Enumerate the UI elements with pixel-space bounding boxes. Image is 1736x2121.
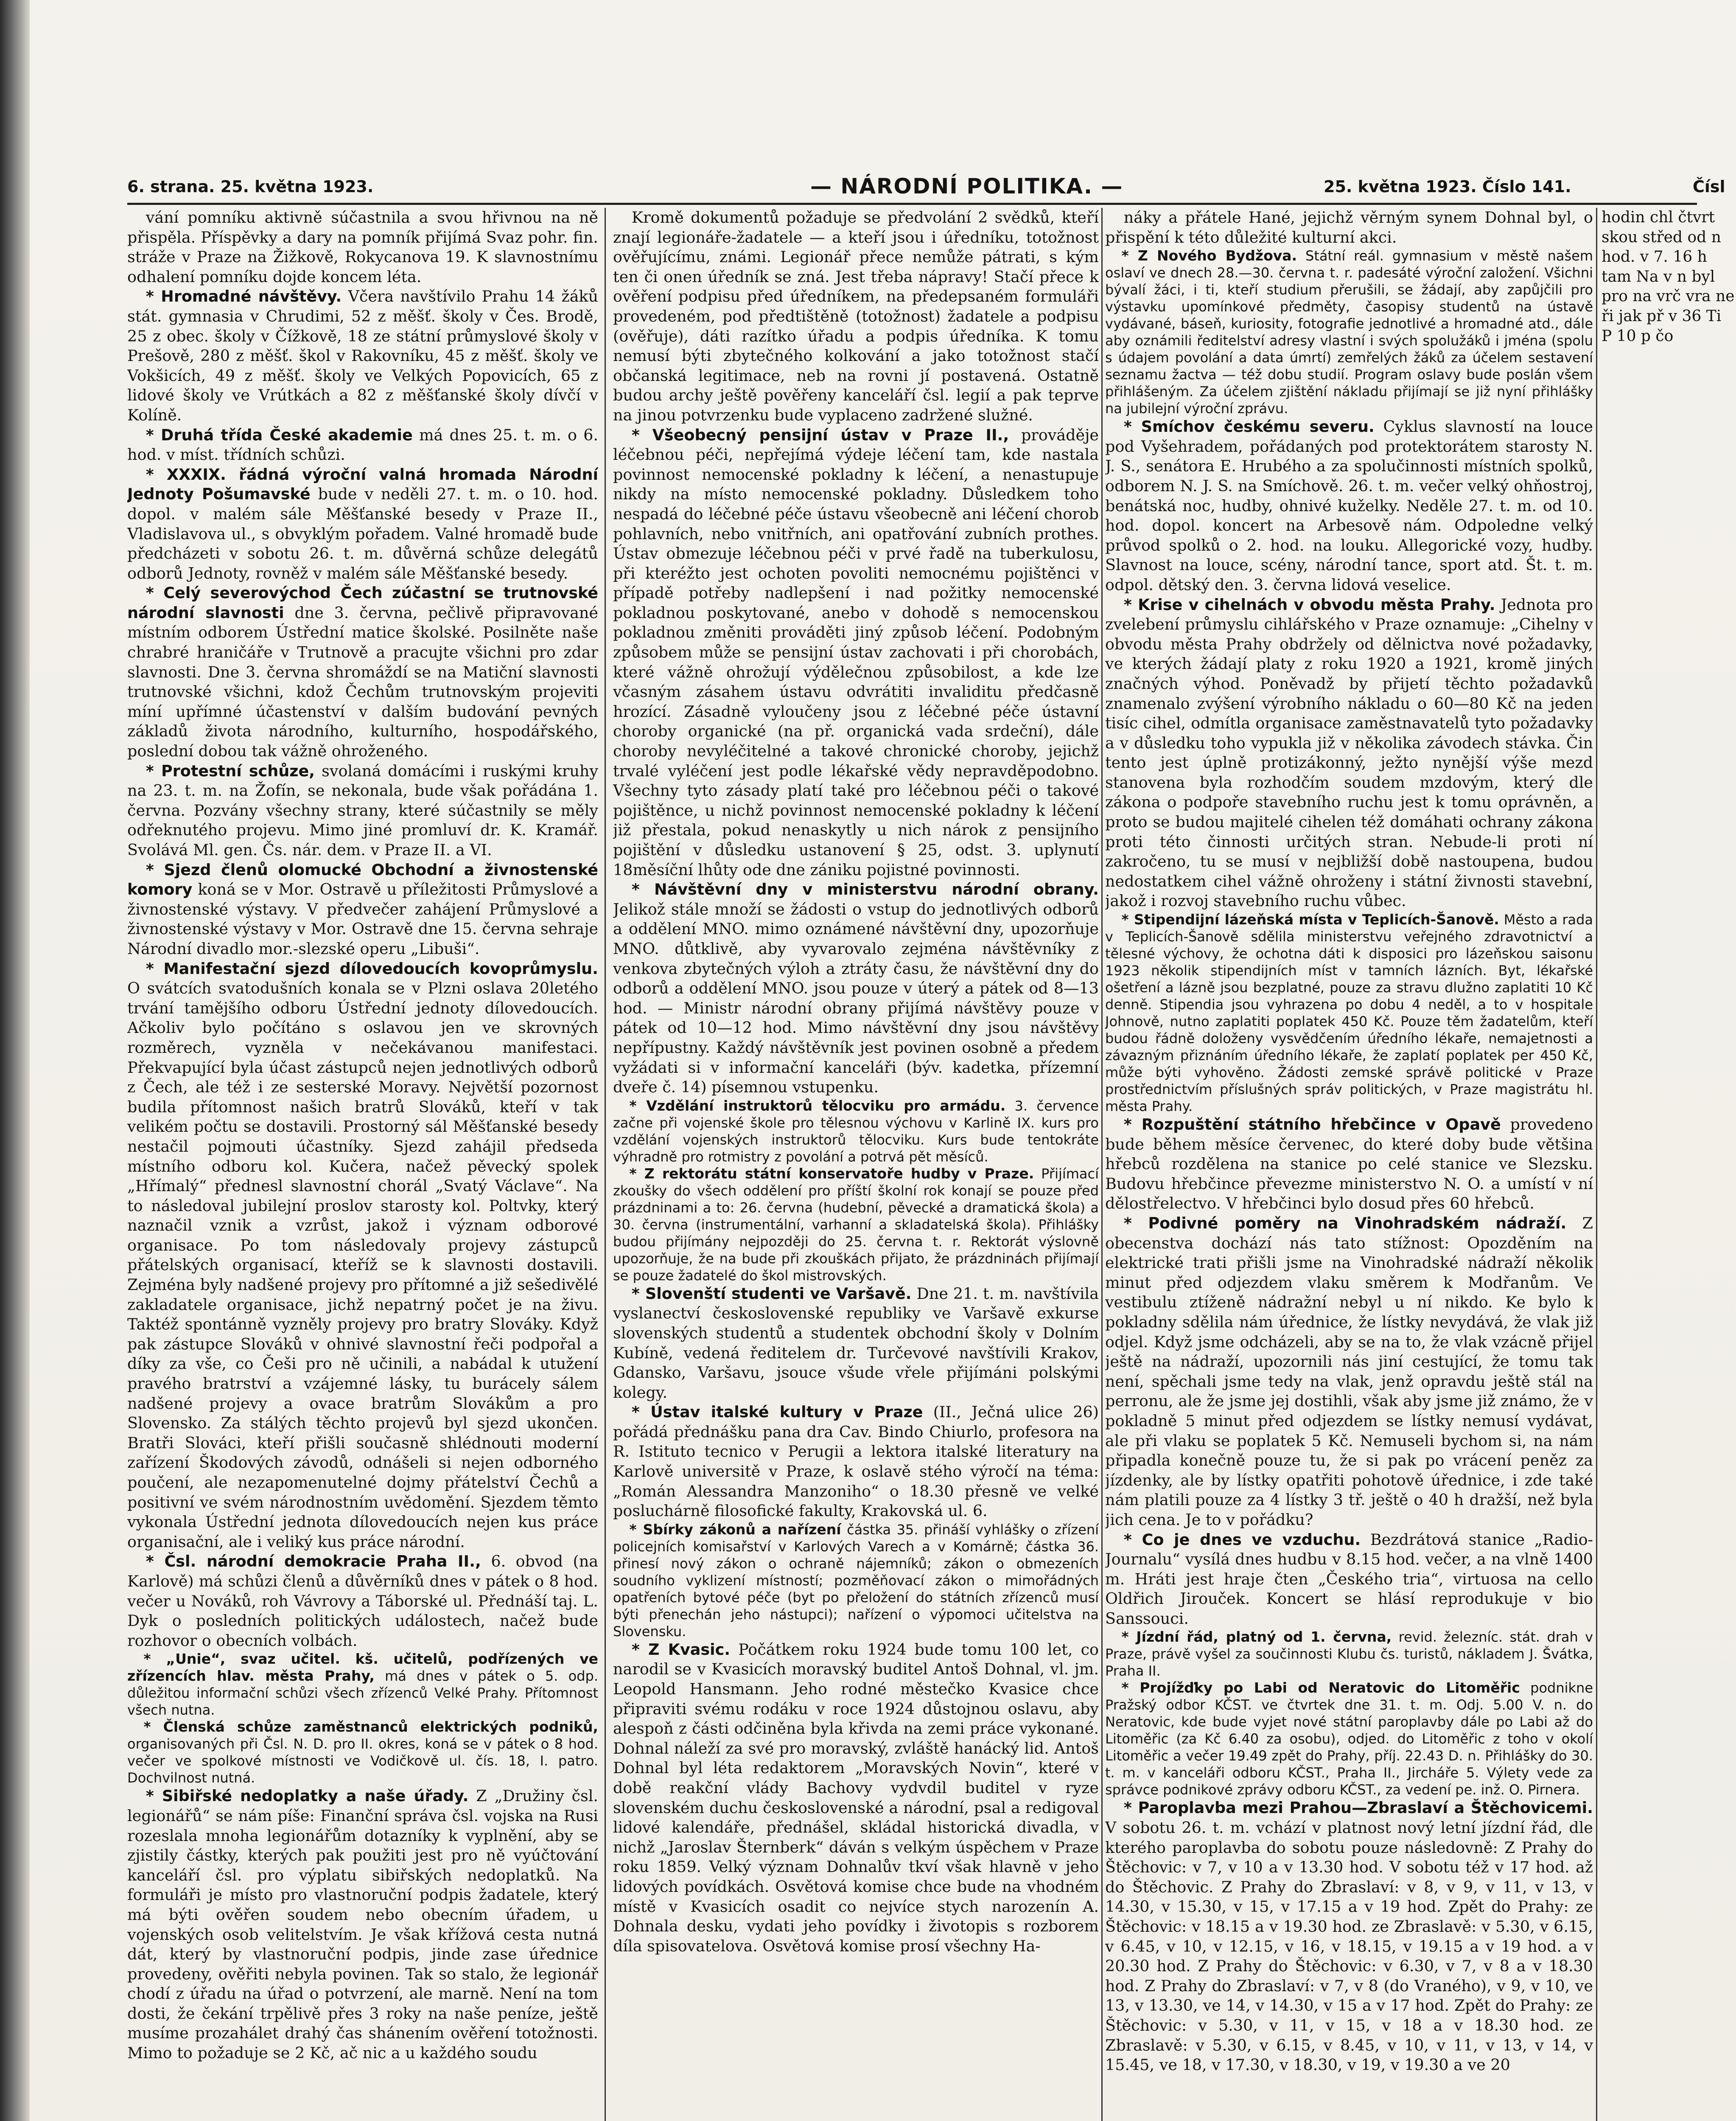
article-paragraph bbox=[1105, 1115, 1593, 1214]
article-paragraph bbox=[127, 860, 598, 959]
article-paragraph bbox=[1105, 1629, 1593, 1679]
article-heading: * Protestní schůze, bbox=[146, 761, 315, 780]
article-heading: * Členská schůze zaměstnanců elektrických podniků, bbox=[143, 1718, 598, 1735]
article-heading: * Manifestační sjezd dílovedoucích kovoprůmyslu. bbox=[146, 959, 598, 978]
article-heading: * Stipendijní lázeňská místa v Teplicích-Šanově. bbox=[1121, 911, 1499, 928]
column-divider bbox=[1596, 208, 1597, 2121]
article-heading: * Z Nového Bydžova. bbox=[1121, 247, 1297, 264]
article-paragraph bbox=[1105, 247, 1593, 417]
article-body: organisovaných při Čsl. N. D. pro II. okres, koná se v pátek o 8 hod. večer ve spolkové místnosti ve Vodičkově ul. čís. 18, I. patro. Dochvilnost nutná. bbox=[127, 1736, 598, 1786]
article-heading: * Celý severovýchod Čech zúčastní se trutnovské národní slavnosti bbox=[127, 584, 598, 622]
article-heading: * Sibiřské nedoplatky a naše úřady. bbox=[146, 1787, 469, 1805]
article-body: svolaná domácími i ruskými kruhy na 23. t. m. na Žofín, se nekonala, bude však pořádána 1. června. Pozvány všechny strany, které súčastnily se měly odřeknutého projevu. Mimo jiné promluví dr. K. Kramář. Svolává Ml. gen. Čs. nár. dem. v Praze II. a VI. bbox=[127, 761, 598, 859]
article-paragraph bbox=[1105, 1679, 1593, 1798]
article-heading: * Z rektorátu státní konservatoře hudby v Praze. bbox=[629, 1165, 1034, 1182]
article-paragraph bbox=[613, 1097, 1099, 1165]
article-paragraph bbox=[613, 880, 1099, 1097]
article-paragraph bbox=[127, 583, 598, 761]
article-body: provedeno bude během měsíce červenec, do které doby bude většina hřebců rozdělena na stanice po celé stanice ve Slezsku. Budovu hřebčince převezme ministerstvo N. O. a umístí v ní dělostřelectvo. V hřebčinci bylo dosud přes 60 hřebců. bbox=[1105, 1115, 1593, 1213]
article-paragraph bbox=[1105, 1214, 1593, 1530]
article-body: bude v neděli 27. t. m. o 10. hod. dopol. v malém sále Měšťanské besedy v Praze II., Vladislavova ul., s obvyklým pořadem. Valné hromadě bude předcházeti v sobotu 26. t. m. důvěrná schůze delegátů odborů Jednoty, rovněž v malém sále Měšťanské besedy. bbox=[127, 485, 598, 582]
article-paragraph bbox=[1105, 595, 1593, 912]
article-heading: * Sjezd členů olomucké Obchodní a živnostenské komory bbox=[127, 860, 598, 899]
article-paragraph bbox=[613, 1284, 1099, 1403]
article-paragraph bbox=[127, 1651, 598, 1718]
article-body: Město a rada v Teplicích-Šanově sdělila ministerstvu veřejného zdravotnictví a tělesné výchovy, že ochotna dáti k disposici pro lázeňskou saisonu 1923 několik stipendijních míst v tamních lázních. Byt, lékařské ošetření a lázně jsou bezplatné, pouze za stravu dlužno zaplatiti 10 Kč denně. Stipendia jsou vyhrazena po dobu 4 neděl, a to v hospitale Johnově, nutno zaplatiti poplatek 450 Kč. Pouze těm žadatelům, kteří budou řádně doloženy vysvědčením úředního lékaře, nemajetnosti a závazným přiznáním úředního lékaře, že zaplatí poplatek per 450 Kč, může býti vyhověno. Žádosti zemské správě politické v Praze prostřednictvím příslušných správ politických, v Praze magistrátu hl. města Prahy. bbox=[1105, 912, 1593, 1115]
article-paragraph bbox=[127, 1786, 598, 2063]
page-header bbox=[127, 174, 1725, 204]
article-body: (II., Ječná ulice 26) pořádá přednášku pana dra Cav. Bindo Chiurlo, profesora na R. Istituto tecnico v Perugii a lektora italské literatury na Karlově universitě v Praze, k oslavě stého výročí na téma: „Román Alessandra Manzoniho“ o 18.30 přesně ve velké posluchárně filosofické fakulty, Krakovská ul. 6. bbox=[613, 1403, 1099, 1520]
article-body: Dne 21. t. m. navštívila vyslanectví československé republiky ve Varšavě exkurse slovenských studentů a studentek obchodní školy v Dolním Kubíně, vedená ředitelem dr. Turčevové navštívili Krakov, Gdansko, Varšavu, jsouce všude vřele přijímáni polskými kolegy. bbox=[613, 1284, 1099, 1402]
article-body: Počátkem roku 1924 bude tomu 100 let, co narodil se v Kvasicích moravský buditel Antoš Dohnal, vl. jm. Leopold Hansmann. Jeho rodné městečko Kvasice chce připraviti svému rodáku v roce 1924 důstojnou oslavu, aby alespoň z části odčiněna byla křivda na zemi práce vykonané. Dohnal náleží za své pro moravský, zvláště hanácký lid. Antoš Dohnal byl léta redaktorem „Moravských Novin“, které v době reakční vlády Bachovy vydvdil buditel v ryze slovenském duchu československé a národní, psal a redigoval lidové kalendáře, přednášel, skládal historická divadla, v nichž „Jaroslav Šternberk“ dáván s velkým úspěchem v Praze roku 1859. Velký význam Dohnalův tkví však hlavně v jeho lidových povídkách. Osvětová komise chce bude na vhodném místě v Kvasicích osadit co nejvíce stych narozenín A. Dohnala desku, vydati jeho povídky i životopis s rozborem díla spisovatelova. Osvětová komise prosí všechny Ha- bbox=[613, 1640, 1099, 1955]
article-body: Přijímací zkoušky do všech oddělení pro příští školní rok konají se pouze před prázdninami a to: 26. června (hudební, pěvecké a dramatická škola) a 30. června (instrumentální, varhanní a skladatelská škola). Přihlášky budou přijímány nejpozději do 25. června t. r. Rektorát výslovně upozorňuje, že na bude při zkouškách přijato, že prázdninách přijímají se pouze žadatelé do škol mistrovských. bbox=[613, 1165, 1099, 1284]
article-body: Cyklus slavností na louce pod Vyšehradem, pořádaných pod protektorátem starosty N. J. S., senátora E. Hrubého a za spolučinnosti místních spolků, odborem N. J. S. na Smíchově. 26. t. m. večer velký ohňostroj, benátská noc, hudby, ohnivé kuželky. Neděle 27. t. m. od 10. hod. dopol. koncert na Arbesově nám. Odpoledne velký průvod spolků o 2. hod. na louku. Allegorické vozy, hudby. Slavnost na louce, scény, národní tance, sport atd. Št. t. m. odpol. dětský den. 3. června lidová veselice. bbox=[1105, 417, 1593, 594]
article-paragraph bbox=[1105, 417, 1593, 595]
article-paragraph bbox=[127, 1718, 598, 1786]
article-paragraph bbox=[613, 1165, 1099, 1284]
article-body: prováděje léčebnou péči, nepřejímá výdeje léčení tam, kde nastala povinnost nemocenské pokladny k léčení, a nenastupuje nikdy na místo nemocenské pokladny. Důsledkem toho nespadá do léčebné péče ústavu všeobecně ani léčení chorob pohlavních, nebo vnitřních, ani opatřování zubních prothes. Ústav obmezuje léčebnou péči v prvé řadě na tuberkulosu, při kteréžto jest ochoten povoliti nemocnému pojištěnci v případě potřeby nadlepšení i nad požitky nemocenské pokladnou poskytované, anebo v dohodě s nemocenskou pokladnou změniti prováděti jiný způsob léčení. Podobným způsobem může se pensijní ústav zachovati i při chorobách, které vážně ohrožují výdělečnou způsobilost, a kde lze včasným zásahem ústavu odvrátiti invaliditu předčasně hrozící. Zásadně vyloučeny jsou z léčebné péče ústavní choroby organické (na př. organická vada srdeční), dále choroby nevyléčitelné a takové chronické choroby, jejichž trvalé vyléčení jest podle lékařské vědy nepravděpodobno. Všechny tyto zásady platí také pro léčebnou péči o takové pojištěnce, u nichž povinnost nemocenské pokladny k léčení již přestala, pokud nenaskytly u nich nárok z pensijního pojištění v důsledku ustanovení § 25, odst. 3. uplynutí 18měsíční lhůty ode dne zániku pojistné povinnosti. bbox=[613, 425, 1099, 879]
article-body: Jednota pro zvelebení průmyslu cihlářského v Praze oznamuje: „Cihelny v obvodu města Prahy obdržely od dělnictva nové požadavky, ve kterých žádají platy z roku 1920 a 1921, kromě jiných značných výhod. Poněvadž by přijetí těchto požadavků znamenalo zvýšení výrobního nákladu o 60—80 Kč na jeden tisíc cihel, odmítla organisace zaměstnavatelů tyto požadavky a v důsledku toho vypukla již v několika závodech stávka. Čin tento jest úplně protizákonný, ježto nynější výše mezd stanovena byla rozhodčím soudem mzdovým, který dle zákona o podpoře stavebního ruchu jest k tomu oprávněn, a proto se budou majitelé cihelen též domáhati ochrany zákona proti této činnosti určitých stran. Nebude-li proti ní zakročeno, tu se musí v nejbližší době nastoupena, budou nedostatkem cihel vážně ohroženy i státní živnosti stavební, jakož i rozvoj stavebního ruchu vůbec. bbox=[1105, 595, 1593, 910]
column-1 bbox=[127, 208, 598, 2121]
scan-edge-shadow bbox=[0, 0, 30, 2121]
article-heading: * Co je dnes ve vzduchu. bbox=[1123, 1530, 1361, 1549]
article-body: Z „Družiny čsl. legionářů“ se nám píše: Finanční správa čsl. vojska na Rusi rozeslala mnoha legionářům dotazníky k vyplnění, aby se zjistily částky, kterých pak použiti jest pro ně vyúčtování kanceláří čsl. pro výplatu sibiřských nedoplatků. Na formuláři je místo pro vlastnoruční podpis žadatele, který má býti ověřen soudem nebo obecním úřadem, u vojenských osob velitelstvím. Je však křížová cesta nutná dát, který by vlastnoruční podpis, jinde zase úřednice provedeny, ověřiti nebyla povinen. Tak so stalo, že legionář chodí z úřadu na úřad o potvrzení, ale marně. Není na tom dosti, že čekání trpělivě přes 3 roky na naše peníze, ještě musíme prozahálet drahý čas shánením ověření totožnosti. Mimo to požaduje se 2 Kč, ač nic a u každého soudu bbox=[127, 1787, 598, 2062]
article-body: 3. července začne při vojenské škole pro tělesnou výchovu v Karlině IX. kurs pro vzdělání vojenských instruktorů tělocviku. Kurs bude tentokráte výhradně pro rotmistry z povolání a potrvá pět měsíců. bbox=[613, 1097, 1099, 1165]
article-heading: * Ústav italské kultury v Praze bbox=[631, 1403, 923, 1421]
article-heading: * Z Kvasic. bbox=[631, 1640, 731, 1659]
article-body: částka 35. přináší vyhlášky o zřízení policejních komisařství v Karlových Varech a v Komárně; částka 36. přinesí nový zákon o ochraně nájemníků; zákon o obmezeních soudního vyklizení místností; pozměňovací zákon o mimořádných opatřeních bytové péče (byt po přeložení do státních zřízenců musí býti přenechán jeho nástupci); nařízení o výpomoci učitelstva na Slovensku. bbox=[613, 1521, 1099, 1640]
article-paragraph bbox=[127, 465, 598, 584]
article-heading: * Projížďky po Labi od Neratovic do Litoměřic bbox=[1121, 1679, 1520, 1696]
article-body: koná se v Mor. Ostravě u příležitosti Průmyslové a živnostenské výstavy. V předvečer zahájení Průmyslové a živnostenské výstavy v Mor. Ostravě dne 15. června sehraje Národní divadlo mor.-slezské operu „Libuši“. bbox=[127, 880, 598, 958]
column-divider bbox=[605, 208, 606, 2121]
article-heading: * Smíchov českému severu. bbox=[1123, 417, 1375, 436]
cut-column-text: hodin chl čtvrt skou střed od n hod. v 7. 16 h tam Na v n byl pro na vrč vra ne ři jak př v 36 Ti P 10 p čo bbox=[1602, 209, 1735, 345]
article-heading: * XXXIX. řádná výroční valná hromada Národní Jednoty Pošumavské bbox=[127, 465, 598, 504]
column-divider bbox=[1101, 208, 1103, 2121]
article-heading: * Hromadné návštěvy. bbox=[146, 287, 342, 306]
article-paragraph bbox=[127, 287, 598, 425]
article-heading: * Krise v cihelnách v obvodu města Prahy. bbox=[1123, 595, 1495, 614]
article-body: 6. obvod (na Karlově) má schůzi členů a důvěrníků dnes v pátek o 8 hod. večer u Nováků, roh Vávrovy a Táborské ul. Přednáší taj. L. Dyk o posledních politických událostech, načež bude rozhovor o obecních volbách. bbox=[127, 1552, 598, 1650]
article-body: Jelikož stále množí se žádosti o vstup do jednotlivých odborů a oddělení MNO. mimo oznámené návštěvní dny, upozorňuje MNO. důtklivě, aby vyvarovalo zejména návštěvníky z venkova zbytečných výloh a ztráty času, že návštěvní dny do odborů a oddělení MNO. jsou pouze v úterý a pátek od 8—13 hod. — Ministr národní obrany přijímá návštěvy pouze v pátek od 10—12 hod. Mimo návštěvní dny jsou návštěvy nepřípustny. Každý návštěvník jest povinen osobně a předem vyžádati si v informační kanceláři (býv. kadetka, přízemní dveře č. 14) písemnou vstupenku. bbox=[613, 900, 1099, 1097]
article-paragraph bbox=[613, 1521, 1099, 1640]
article-paragraph bbox=[1105, 1798, 1593, 2075]
header-rule bbox=[127, 203, 1697, 205]
article-body: Bezdrátová stanice „Radio-Journalu“ vysílá dnes hudbu v 8.15 hod. večer, a na vlně 1400 m. Hráti jest hraje čten „Českého tria“, virtuosa na cello Oldřich Jirouček. Koncert se hlásí reprodukuje v bio Sanssouci. bbox=[1105, 1530, 1593, 1628]
article-body: revid. železníc. stát. drah v Praze, právě vyšel za součinnosti Klubu čs. turistů, nákladem J. Švátka, Praha II. bbox=[1105, 1629, 1593, 1679]
article-body: podnikne Pražský odbor KČST. ve čtvrtek dne 31. t. m. Odj. 5.00 V. n. do Neratovic, kde bude vyjet nové státní paroplavby dále po Labi až do Litoměřic (za Kč 6.40 za osobu), odjed. do Litoměřic z toho v okolí Litoměřic a večer 19.49 zpět do Prahy, příj. 22.43 D. n. Přihlášky do 30. t. m. v kanceláři odboru KČST., Praha II., Jircháře 5. Výlety vede za správce podnikové zprávy odboru KČST., za vedení pe. inž. O. Pirnera. bbox=[1105, 1680, 1593, 1798]
article-body: Státní reál. gymnasium v městě našem oslaví ve dnech 28.—30. června t. r. padesáté výroční založení. Všichni bývalí žáci, i ti, kteří studium přerušili, se žádají, aby zapůjčili pro výstavku upomínkové předměty, časopisy studentů na ústavě vydávané, báseň, kuriosity, fotografie jednotlivé a hromadné atd., dále aby oznámili ředitelství adresy vlastní i svých spolužáků i jména (spolu s údajem povolání a data úmrtí) zemřelých žáků za účelem sestavení seznamu žactva — též dobu studií. Program oslavy bude poslán všem přihlášeným. Za účelem zjištění nákladu přijímají se již nyní přihlášky na jubilejní výroční zprávu. bbox=[1105, 248, 1593, 417]
article-heading: * Jízdní řád, platný od 1. června, bbox=[1121, 1629, 1392, 1645]
column-2 bbox=[613, 208, 1099, 2121]
article-heading: * Všeobecný pensijní ústav v Praze II., bbox=[631, 425, 1009, 444]
article-body: V sobotu 26. t. m. vchází v platnost nový letní jízdní řád, dle kterého paroplavba do sobotu pouze následovně: Z Prahy do Štěchovic: v 7, v 10 a v 13.30 hod. V sobotu též v 17 hod. až do Štěchovic. Z Prahy do Zbraslaví: v 8, v 9, v 11, v 13, v 14.30, v 15.30, v 15, v 17.15 a v 19 hod. Zpět do Prahy: ze Štěchovic: v 18.15 a v 19.30 hod. ze Zbraslavě: v 5.30, v 6.15, v 6.45, v 10, v 12.15, v 16, v 18.15, v 19.15 a v 19 hod. a v 20.30 hod. Z Prahy do Štěchovic: v 6.30, v 7, v 8 a v 18.30 hod. Z Prahy do Zbraslaví: v 7, v 8 (do Vraného), v 9, v 10, ve 13, v 13.30, ve 14, v 14.30, v 15 a v 17 hod. Zpět do Prahy: ze Štěchovic: v 5.30, v 11, v 15, v 18 a v 18.30 hod. ze Zbraslavě: v 5.30, v 6.15, v 8.45, v 10, v 11, v 13, v 14, v 15.45, ve 18, v 17.30, v 18.30, v 19, v 19.30 a ve 20 bbox=[1105, 1819, 1593, 2074]
article-heading: * Druhá třída České akademie bbox=[146, 425, 413, 444]
article-paragraph bbox=[1105, 208, 1593, 247]
article-heading: * Vzdělání instruktorů tělocviku pro armádu. bbox=[629, 1097, 1006, 1114]
newspaper-title: — NÁRODNÍ POLITIKA. — bbox=[810, 174, 1123, 199]
article-body: má dnes 25. t. m. o 6. hod. v míst. třídních schůzi. bbox=[127, 425, 598, 464]
article-heading: * Čsl. národní demokracie Praha II., bbox=[146, 1552, 481, 1571]
article-paragraph bbox=[127, 208, 598, 287]
article-body: má dnes v pátek o 5. odp. důležitou informační schůzi všech zřízenců Velké Prahy. Přítomnost všech nutna. bbox=[127, 1668, 598, 1718]
article-paragraph bbox=[1105, 1530, 1593, 1629]
article-body: Z obecenstva dochází nás tato stížnost: Opozděním na elektrické trati přišli jsme na Vinohradské nádraží několik minut před odjezdem vlaku směrem k Modřanům. Ve vestibulu ztíženě nádražní nebyl u ní nikdo. Ke bylo k pokladny sdělila nám úřednice, že lístky nevydává, že vlak již odjel. Když jsme odcházeli, aby se na to, že vlak vzácně přijel ještě na nádraží, upozornili nás jiní cestující, že tomu tak není, spěchali jsme tedy na vlak, jenž opravdu ještě stál na perronu, ale že jsme jej dostihli, však aby jsme již známo, že v pokladně 5 minut před odjezdem se lístky nemusí vydávat, ale při vlaku se poplatek 5 Kč. Nemuseli bychom si, na nám připadla konečně pouze tu, že si pak po vrácení peněz za jízdenky, ale by lístky opatřiti pohotově úřednice, i zde také nám platili pouze za 4 lístky 3 tř. ještě o 40 h dražší, než byla jich cena. Je to v pořádku? bbox=[1105, 1214, 1593, 1529]
article-paragraph bbox=[613, 425, 1099, 880]
article-heading: * „Unie“, svaz učitel. kš. učitelů, podřízených ve zřízencích hlav. města Prahy, bbox=[127, 1651, 598, 1684]
article-body: O svátcích svatodušních konala se v Plzni oslava 20letého trvání tamějšího odboru Ústřední jednoty dílovedoucích. Ačkoliv bylo počítáno s oslavou jen ve skrovných rozměrech, vyzněla v nečekávanou manifestaci. Překvapující byla účast zástupců nejen jednotlivých odborů z Čech, ale též i ze sesterské Moravy. Největší pozornost budila přítomnost našich bratrů Slováků, kteří v tak velikém počtu se dostavili. Prostorný sál Měšťanské besedy nestačil pojmouti účastníky. Sjezd zahájil předseda místního odboru kol. Kučera, načež pěvecký spolek „Hřímalý“ přednesl slavnostní chorál „Svatý Václave“. Na to následoval jubilejní proslov starosty kol. Poltvky, který naznačil vznik a vzrůst, jakož i význam odborové organisace. Po tom následovaly projevy zástupců přátelských organisací, kteříž se k slavnosti dostavili. Zejména byly nadšené projevy pro přítomné a již sešedivělé zakladatele organisace, jichž nepatrný počet je na živu. Taktéž spontánně vyzněly projevy pro bratry Slováky. Když pak zástupce Slováků v ohnivé slavnostní řeči podpořal a díky za vše, co Češi pro ně učinili, a nabádal k utužení pravého bratrství a vzájemné lásky, tu burácely sálem nadšené projevy a ovace bratrům Slovákům a pro Slovensko. Za stálých těchto projevů byl sjezd ukončen. Bratři Slováci, kteří přišli současně shlédnouti moderní zařízení Škodových závodů, odnášeli si nejen odborného poučení, ale nezapomenutelné dojmy přátelství Čechů a positivní ve svém národnostním uvědomění. Sjezdem těmto vykonala Ústřední jednota dílovedoucích nejen kus práce organisační, ale i veliký kus práce národní. bbox=[127, 979, 598, 1551]
article-heading: * Návštěvní dny v ministerstvu národní obrany. bbox=[631, 880, 1099, 899]
article-paragraph bbox=[127, 1552, 598, 1651]
article-body: náky a přátele Hané, jejichž věrným synem Dohnal byl, o přispění k této důležité kulturní akci. bbox=[1105, 208, 1593, 246]
article-body: vání pomníku aktivně súčastnila a svou hřivnou na ně přispěla. Příspěvky a dary na pomník přijímá Svaz pohr. fin. stráže v Praze na Žižkově, Rokycanova 19. K slavnostnímu odhalení pomníku dojde koncem léta. bbox=[127, 208, 598, 286]
article-paragraph bbox=[613, 1402, 1099, 1521]
article-heading: * Paroplavba mezi Prahou—Zbraslaví a Štěchovicemi. bbox=[1123, 1799, 1593, 1817]
header-cut-text: Čísl bbox=[1693, 177, 1725, 196]
article-heading: * Sbírky zákonů a nařízení bbox=[629, 1521, 841, 1538]
article-paragraph bbox=[127, 425, 598, 465]
article-paragraph bbox=[127, 959, 598, 1552]
article-body: dne 3. června, pečlivě připravované místním odborem Ústřední matice školské. Posilněte naše chrabré hraničáře v Trutnově a pracujte všichni pro zdar slavnosti. Dne 3. června shromáždí se na Matiční slavnosti trutnovské všichni, kdož Čechům trutnovským projeviti míní upřímné účastenství v dalším budování pevných základů života národního, kulturního, hospodářského, poslední dobou tak vážně ohroženého. bbox=[127, 603, 598, 761]
column-4-cut bbox=[1602, 208, 1736, 2121]
article-heading: * Slovenští studenti ve Varšavě. bbox=[631, 1284, 912, 1303]
article-body: Kromě dokumentů požaduje se předvolání 2 svědků, kteří znají legionáře-žadatele — a kteří jsou i úředníku, totožnost ověřujícímu, známi. Legionář přece nemůže pátrati, s kým ten či onen úředník se zná. Jest třeba nápravy! Stačí přece k ověření podpisu před úředníkem, na předepsaném formuláři provedeném, pod předtištěně (totožnost) žadatele a podpisu (ověřuje), dáti razítko úřadu a podpis úředníka. K tomu nemusí býti zbytečného kolkování a jako totožnost stačí občanská legitimace, neb na rovni jí postavená. Ostatně budou archy ještě pověřeny kanceláří čsl. legií a pak teprve na jinou potvrzenku bude vyplaceno zadržené služné. bbox=[613, 208, 1099, 424]
article-body: Včera navštívilo Prahu 14 žáků stát. gymnasia v Chrudimi, 52 z měšť. školy v Čes. Brodě, 25 z obec. školy v Čížkově, 18 ze státní průmyslové školy v Prešově, 280 z měšť. škol v Rakovníku, 45 z měšť. školy ve Vokšicích, 49 z měšť. školy ve Velkých Popovicích, 65 z lidové školy ve Vrútkách a 82 z měšťanské školy dívčí v Kolíně. bbox=[127, 287, 598, 424]
article-paragraph bbox=[613, 208, 1099, 425]
article-heading: * Podivné poměry na Vinohradském nádraží. bbox=[1123, 1214, 1567, 1232]
header-date-left: 6. strana. 25. května 1923. bbox=[127, 177, 374, 196]
article-paragraph bbox=[127, 761, 598, 860]
article-paragraph bbox=[1105, 911, 1593, 1115]
column-3 bbox=[1105, 208, 1593, 2121]
header-date-right: 25. května 1923. Číslo 141. bbox=[1324, 177, 1571, 196]
article-heading: * Rozpuštění státního hřebčince v Opavě bbox=[1123, 1115, 1501, 1134]
article-paragraph bbox=[613, 1640, 1099, 1956]
